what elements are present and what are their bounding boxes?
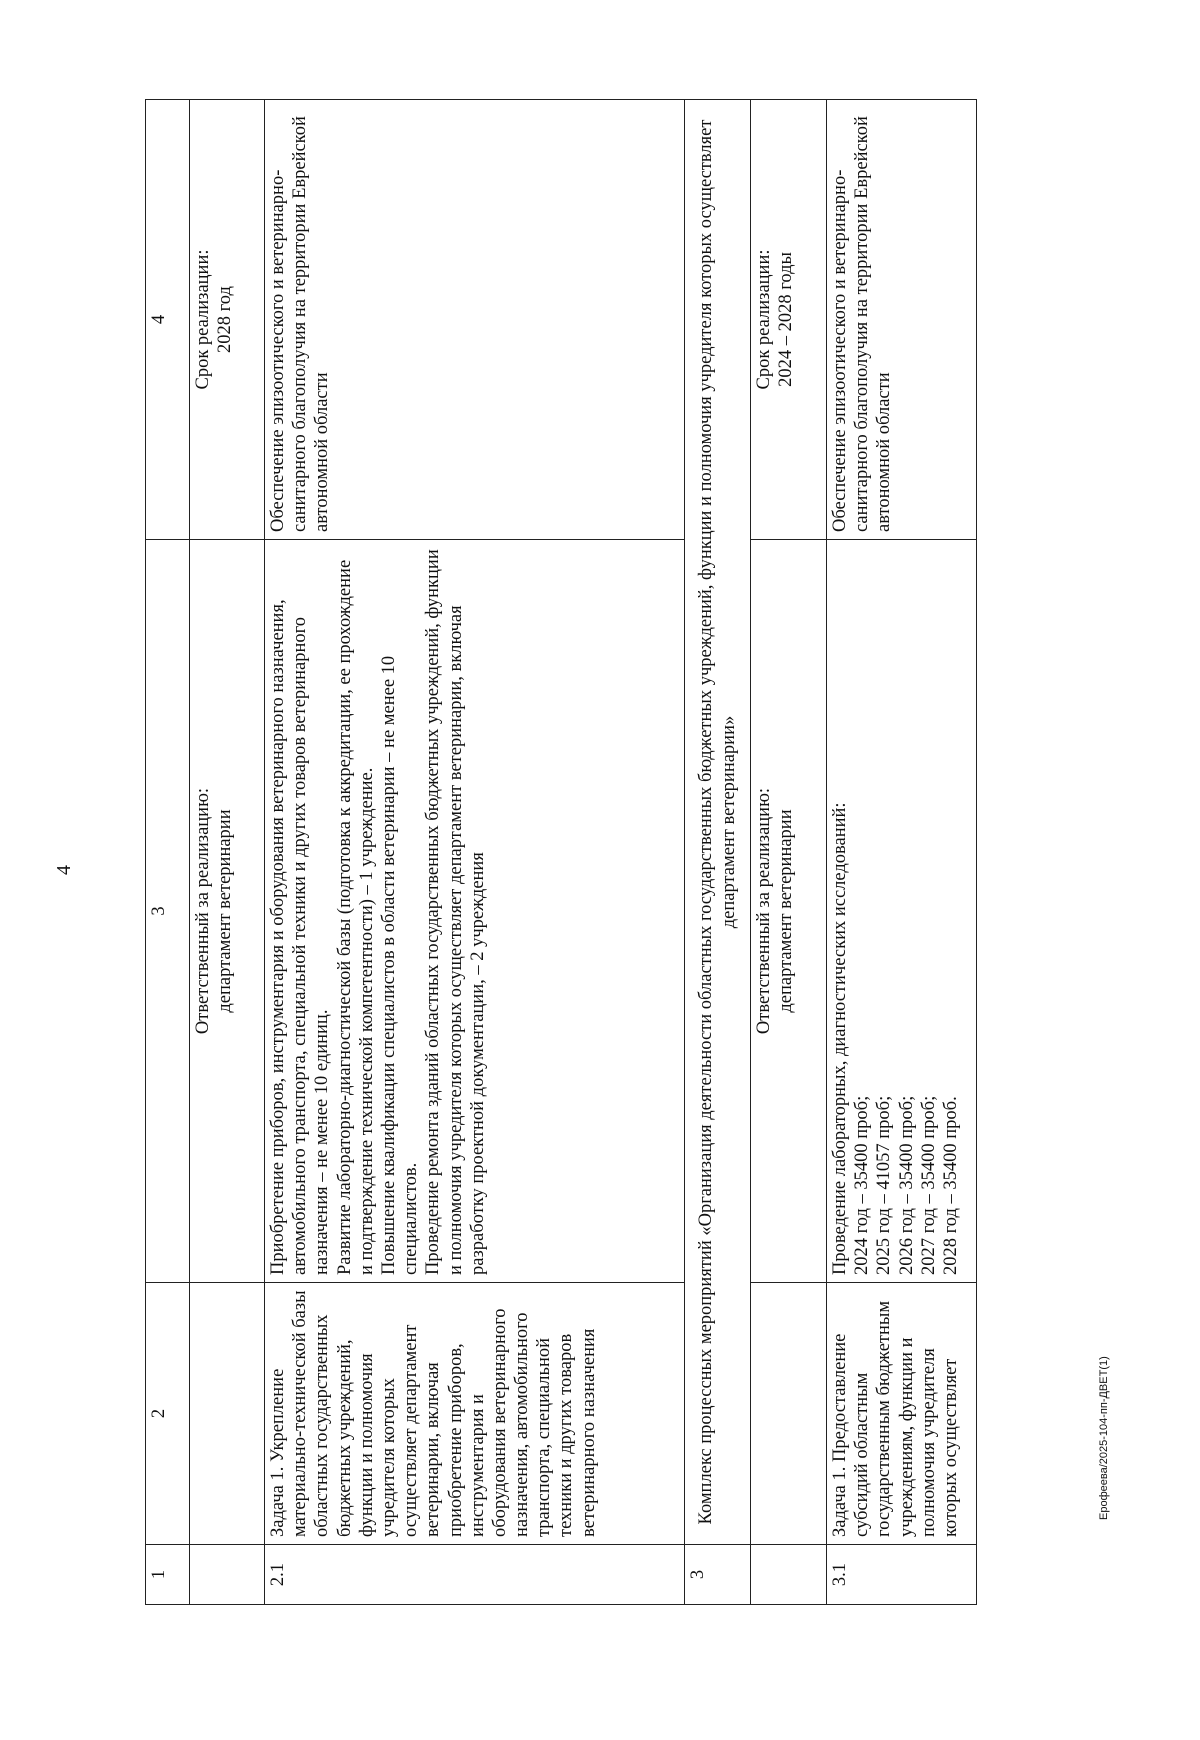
table-header-row	[146, 100, 190, 1605]
table-row-3	[685, 100, 751, 1605]
row-number: 3	[685, 1545, 751, 1605]
table-row-responsible-1	[190, 100, 265, 1605]
activities-cell: Приобретение приборов, инструментария и оборудования ветеринарного назначения, автомобильного транспорта, специальной техники и других товаров ветеринарного назначения – не менее 10 единиц. Развитие лабораторно-диагностической базы (подготовка к аккредитации, ее прохождение и подтверждение технической компетентности) – 1 учреждение. Повышение квалификации специалистов в области ветеринарии – не менее 10 специалистов. Проведение ремонта зданий областных государственных бюджетных учреждений, функции и полномочия учредителя которых осуществляет департамент ветеринарии, включая разработку проектной документации, – 2 учреждения	[265, 540, 685, 1283]
document-footer: Ерофеева/2025-104-пп-ДВЕТ(1)	[1098, 1356, 1110, 1520]
task-cell: Задача 1. Предоставление субсидий областным государственным бюджетным учреждениям, функции и полномочия учредителя которых осуществляет	[827, 1283, 977, 1545]
row-number: 2.1	[265, 1545, 685, 1605]
empty-cell	[751, 1283, 827, 1545]
empty-cell	[190, 1545, 265, 1605]
complex-title-cell: Комплекс процессных мероприятий «Организация деятельности областных государственных бюджетных учреждений, функции и полномочия учредителя которых осуществляет департамент ветеринарии»	[685, 100, 751, 1545]
responsible-cell: Ответственный за реализацию: департамент ветеринарии	[190, 540, 265, 1283]
empty-cell	[190, 1283, 265, 1545]
rotated-table-block	[145, 100, 1135, 1605]
term-cell: Срок реализации: 2024 – 2028 годы	[751, 100, 827, 540]
table-row-3-1	[827, 100, 977, 1605]
empty-cell	[751, 1545, 827, 1605]
header-col-1: 1	[146, 1545, 190, 1605]
activities-cell: Проведение лабораторных, диагностических исследований: 2024 год – 35400 проб; 2025 год – 41057 проб; 2026 год – 35400 проб; 2027 год – 35400 проб; 2028 год – 35400 проб.	[827, 540, 977, 1283]
row-number: 3.1	[827, 1545, 977, 1605]
result-cell: Обеспечение эпизоотического и ветеринарно-санитарного благополучия на территории Еврейской автономной области	[827, 100, 977, 540]
measures-table	[145, 99, 977, 1605]
header-col-4: 4	[146, 100, 190, 540]
result-cell: Обеспечение эпизоотического и ветеринарно-санитарного благополучия на территории Еврейской автономной области	[265, 100, 685, 540]
table-row-2-1	[265, 100, 685, 1605]
page-number: 4	[53, 865, 75, 875]
term-cell: Срок реализации: 2028 год	[190, 100, 265, 540]
task-cell: Задача 1. Укрепление материально-технической базы областных государственных бюджетных учреждений, функции и полномочия учредителя которых осуществляет департамент ветеринарии, включая приобретение приборов, инструментария и оборудования ветеринарного назначения, автомобильного транспорта, специальной техники и других товаров ветеринарного назначения	[265, 1283, 685, 1545]
header-col-2: 2	[146, 1283, 190, 1545]
header-col-3: 3	[146, 540, 190, 1283]
table-row-responsible-2	[751, 100, 827, 1605]
responsible-cell: Ответственный за реализацию: департамент ветеринарии	[751, 540, 827, 1283]
